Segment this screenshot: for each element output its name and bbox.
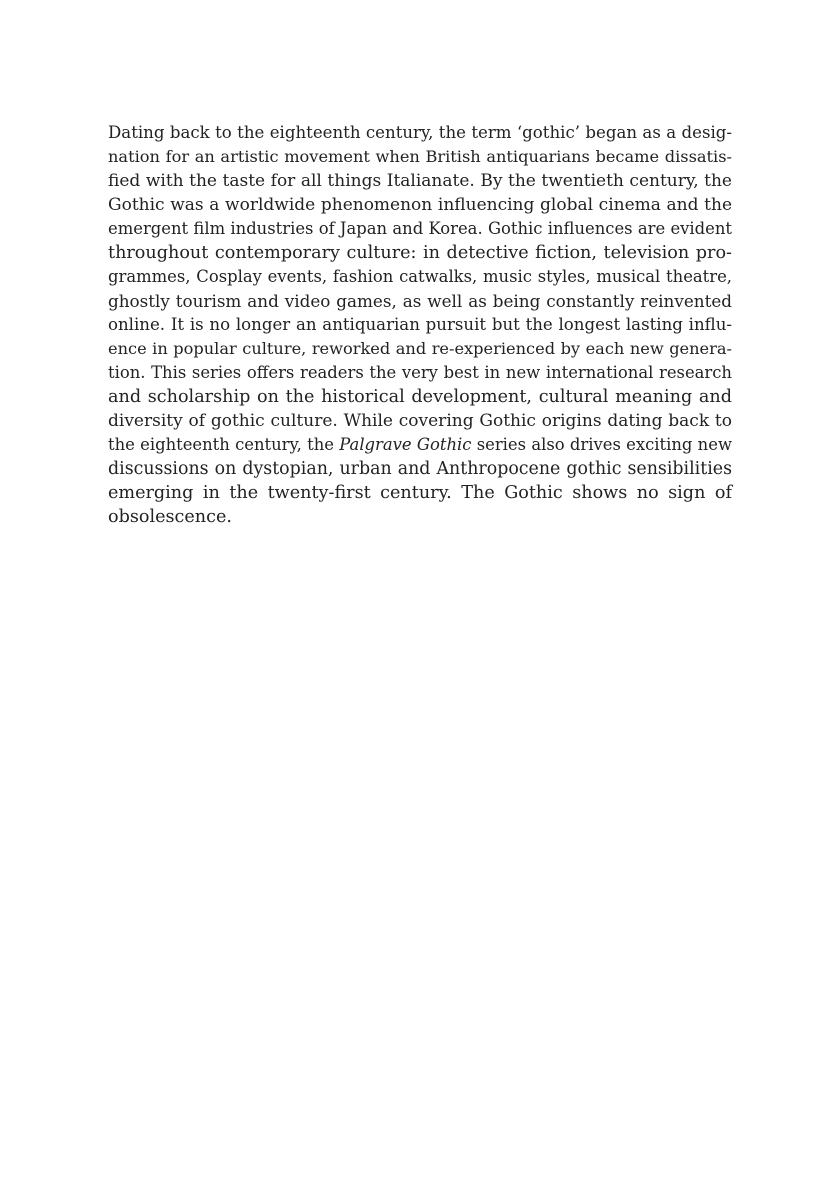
text-segment: series also drives exciting new [471, 435, 732, 454]
text-line: fied with the taste for all things Italianate. By the twentieth century, the [108, 171, 732, 191]
text-line: emergent film industries of Japan and Korea. Gothic influences are evident [108, 219, 732, 238]
series-title: Palgrave Gothic [339, 435, 472, 454]
text-line: Dating back to the eighteenth century, the term ‘gothic’ began as a desig- [108, 123, 732, 142]
text-segment: the eighteenth century, the [108, 435, 340, 454]
text-line-with-series-title [108, 433, 732, 457]
text-line: online. It is no longer an antiquarian pursuit but the longest lasting influ- [108, 315, 732, 334]
text-line: and scholarship on the historical development, cultural meaning and [108, 387, 732, 407]
series-description [108, 121, 732, 529]
text-line: discussions on dystopian, urban and Anthropocene gothic sensibilities [108, 459, 732, 479]
text-line: tion. This series offers readers the very best in new international research [108, 363, 732, 382]
text-line: ence in popular culture, reworked and re-experienced by each new genera- [108, 339, 732, 358]
text-line: ghostly tourism and video games, as well as being constantly reinvented [108, 291, 732, 311]
text-line: obsolescence. [108, 507, 232, 527]
text-line: diversity of gothic culture. While covering Gothic origins dating back to [108, 411, 732, 431]
text-line: Gothic was a worldwide phenomenon influencing global cinema and the [108, 195, 732, 215]
text-line: emerging in the twenty-first century. The Gothic shows no sign of [108, 483, 732, 503]
text-line: throughout contemporary culture: in detective fiction, television pro- [108, 243, 732, 263]
text-line: grammes, Cosplay events, fashion catwalks, music styles, musical theatre, [108, 267, 732, 286]
text-line: nation for an artistic movement when British antiquarians became dissatis- [108, 147, 732, 166]
